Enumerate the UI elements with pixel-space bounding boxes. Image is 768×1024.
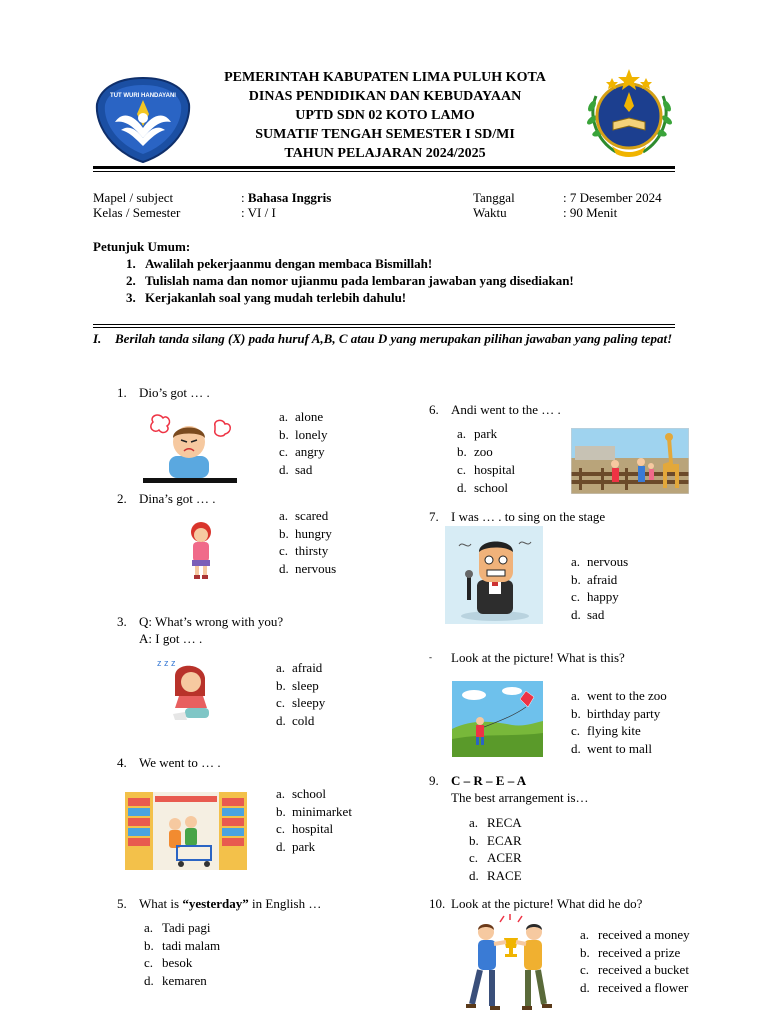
- option-letter: c.: [571, 589, 581, 604]
- option-text: angry: [295, 444, 325, 459]
- option[interactable]: [279, 560, 336, 578]
- option-letter: b.: [276, 677, 286, 693]
- option[interactable]: [279, 443, 328, 461]
- option-text: birthday party: [587, 705, 661, 721]
- header-line-5: TAHUN PELAJARAN 2024/2025: [284, 146, 486, 161]
- option-letter: b.: [279, 426, 289, 442]
- left-logo-text: TUT WURI HANDAYANI: [110, 93, 176, 99]
- option-text: Tadi pagi: [162, 920, 211, 935]
- option[interactable]: [276, 712, 325, 730]
- option-text: tadi malam: [162, 937, 221, 953]
- option[interactable]: [279, 408, 328, 426]
- option-text: minimarket: [292, 803, 352, 819]
- option-letter: b.: [571, 705, 581, 721]
- option-letter: a.: [571, 554, 581, 569]
- option-text: sleep: [292, 677, 319, 693]
- option-text: afraid: [587, 571, 618, 587]
- option-text: zoo: [474, 444, 493, 459]
- question-number: 6.: [429, 402, 439, 417]
- waktu-value: 90 Menit: [569, 205, 618, 220]
- option-letter: d.: [580, 979, 590, 995]
- option-letter: a.: [279, 409, 289, 424]
- option-letter: a.: [279, 508, 289, 523]
- receiving-prize-illustration: [462, 914, 558, 1014]
- header-line-4: SUMATIF TENGAH SEMESTER I SD/MI: [255, 127, 515, 142]
- option[interactable]: [580, 961, 690, 979]
- option-letter: d.: [276, 712, 286, 728]
- question-3-options: [276, 659, 325, 729]
- question-1-options: [279, 408, 328, 478]
- option-text: RACE: [487, 867, 522, 883]
- option-letter: a.: [571, 688, 581, 703]
- option[interactable]: [571, 705, 667, 723]
- question-9-options: [469, 814, 522, 884]
- question-4-options: [276, 785, 352, 855]
- question-4: [117, 754, 221, 771]
- option-letter: b.: [571, 571, 581, 587]
- option-letter: b.: [279, 525, 289, 541]
- option-letter: c.: [457, 462, 467, 477]
- option-text: received a flower: [598, 979, 689, 995]
- option[interactable]: [571, 687, 667, 705]
- question-number: 4.: [117, 755, 127, 770]
- option-text: received a prize: [598, 944, 681, 960]
- section-rule-bottom: [93, 327, 675, 328]
- option-text: scared: [295, 508, 329, 523]
- instruction-item: 3. Kerjakanlah soal yang mudah terlebih dahulu!: [139, 289, 574, 306]
- option[interactable]: [276, 677, 325, 695]
- waktu-label: Waktu: [473, 205, 507, 220]
- option[interactable]: [276, 659, 325, 677]
- instructions-list: [93, 255, 574, 306]
- option-text: sad: [587, 606, 605, 622]
- question-2: [117, 490, 216, 507]
- flying-kite-illustration: [452, 681, 543, 757]
- option-letter: a.: [276, 786, 286, 801]
- question-7: [429, 508, 605, 525]
- option[interactable]: [457, 461, 515, 479]
- option-text: received a money: [598, 927, 690, 942]
- option-letter: d.: [457, 480, 467, 495]
- option[interactable]: [571, 588, 628, 606]
- option-text: hospital: [474, 462, 516, 477]
- option-letter: a.: [276, 660, 286, 675]
- option-text: alone: [295, 409, 324, 424]
- tanggal-value: 7 Desember 2024: [569, 190, 662, 205]
- sep: :: [563, 190, 567, 205]
- option-letter: c.: [279, 543, 289, 558]
- option[interactable]: [279, 461, 328, 479]
- option[interactable]: [276, 803, 352, 821]
- header-rule-thin: [93, 171, 675, 172]
- question-number: 2.: [117, 491, 127, 506]
- option-letter: b.: [469, 832, 479, 848]
- option-letter: c.: [276, 821, 286, 836]
- option-text: nervous: [295, 560, 337, 576]
- option-letter: d.: [571, 740, 581, 756]
- mapel-value-row: [241, 190, 331, 205]
- sep: :: [563, 205, 567, 220]
- option[interactable]: [469, 849, 522, 867]
- mapel-value: Bahasa Inggris: [247, 190, 332, 205]
- question-number: 9.: [429, 773, 439, 788]
- option-text: sad: [295, 461, 313, 477]
- sep: :: [241, 205, 245, 220]
- option-text: went to the zoo: [587, 688, 667, 703]
- tanggal-label: Tanggal: [473, 190, 515, 205]
- question-1: [117, 384, 210, 401]
- option-letter: a.: [144, 920, 154, 935]
- waktu-value-row: [563, 205, 617, 220]
- question-8: [429, 649, 625, 666]
- option-letter: c.: [144, 955, 154, 970]
- option-letter: a.: [469, 815, 479, 830]
- section-number: I.: [93, 331, 102, 346]
- question-number: -: [429, 652, 432, 662]
- option[interactable]: [571, 722, 667, 740]
- question-text-2: The best arrangement is…: [451, 790, 589, 805]
- kelas-value-row: [241, 205, 276, 220]
- question-5-options: [144, 919, 220, 989]
- question-text: Dio’s got … .: [139, 385, 210, 400]
- mapel-label: Mapel / subject: [93, 190, 174, 205]
- zoo-illustration: [571, 428, 689, 494]
- instruction-item: 1. Awalilah pekerjaanmu dengan membaca Bismillah!: [139, 255, 574, 272]
- option[interactable]: [580, 926, 690, 944]
- option-letter: c.: [469, 850, 479, 865]
- section-text: Berilah tanda silang (X) pada huruf A,B, C atau D yang merupakan pilihan jawaban yang paling tepat!: [115, 331, 673, 346]
- header-line-2: DINAS PENDIDIKAN DAN KEBUDAYAAN: [248, 89, 522, 104]
- option-letter: c.: [279, 444, 289, 459]
- question-6-options: [457, 425, 515, 497]
- option-letter: b.: [276, 803, 286, 819]
- option-text: besok: [162, 955, 193, 970]
- option[interactable]: [276, 820, 352, 838]
- option[interactable]: [580, 979, 690, 997]
- question-text: Andi went to the … .: [451, 402, 561, 417]
- question-5: [117, 895, 321, 912]
- question-3: [117, 613, 283, 647]
- general-instructions: [93, 238, 574, 306]
- question-text: Look at the picture! What did he do?: [451, 896, 643, 911]
- option-text: school: [474, 480, 508, 495]
- angry-boy-illustration: [143, 412, 237, 484]
- option-text: lonely: [295, 426, 328, 442]
- option[interactable]: [457, 443, 515, 461]
- tanggal-value-row: [563, 190, 662, 205]
- option-text: hungry: [295, 525, 332, 541]
- option[interactable]: [457, 425, 515, 443]
- option-letter: a.: [580, 927, 590, 942]
- question-number: 10.: [429, 896, 446, 911]
- option-text: park: [474, 426, 498, 441]
- option-text: happy: [587, 589, 619, 604]
- question-text: We went to … .: [139, 755, 221, 770]
- option-text: received a bucket: [598, 962, 689, 977]
- option-text: ECAR: [487, 832, 522, 848]
- option[interactable]: [276, 694, 325, 712]
- option-letter: d.: [276, 838, 286, 854]
- question-8-options: [571, 687, 667, 757]
- option-text: flying kite: [587, 723, 641, 738]
- instructions-title: Petunjuk Umum:: [93, 239, 191, 254]
- question-2-options: [279, 507, 336, 577]
- option-text: sleepy: [292, 695, 326, 710]
- option-text: afraid: [292, 660, 323, 675]
- tut-wuri-handayani-logo: [95, 76, 191, 164]
- question-9: [429, 772, 589, 806]
- option[interactable]: [571, 553, 628, 571]
- option[interactable]: [469, 814, 522, 832]
- option-text: hospital: [292, 821, 334, 836]
- option-text: park: [292, 838, 316, 854]
- option[interactable]: [276, 838, 352, 856]
- option[interactable]: [469, 832, 522, 850]
- option-letter: b.: [144, 937, 154, 953]
- option-letter: d.: [279, 560, 289, 576]
- option-letter: d.: [144, 972, 154, 988]
- option-letter: c.: [571, 723, 581, 738]
- nervous-singer-illustration: [445, 526, 543, 624]
- option-letter: d.: [279, 461, 289, 477]
- question-text-pre: What is: [139, 896, 183, 911]
- question-number: 7.: [429, 509, 439, 524]
- question-text: Q: What’s wrong with you?: [139, 614, 284, 629]
- minimarket-illustration: [125, 792, 247, 870]
- scared-girl-illustration: [184, 520, 218, 580]
- section-rule-top: [93, 324, 675, 325]
- option-letter: c.: [276, 695, 286, 710]
- question-text: Look at the picture! What is this?: [451, 650, 625, 665]
- option[interactable]: [279, 507, 336, 525]
- option[interactable]: [276, 785, 352, 803]
- option[interactable]: [571, 740, 667, 758]
- question-6: [429, 401, 561, 418]
- sleepy-woman-illustration: [155, 656, 225, 722]
- option[interactable]: [144, 919, 220, 937]
- option[interactable]: [571, 606, 628, 624]
- option-text: thirsty: [295, 543, 329, 558]
- option-text: cold: [292, 712, 315, 728]
- option[interactable]: [144, 954, 220, 972]
- question-7-options: [571, 553, 628, 623]
- option[interactable]: [457, 479, 515, 497]
- option-text: school: [292, 786, 326, 801]
- kelas-value: VI / I: [247, 205, 276, 220]
- option-letter: b.: [580, 944, 590, 960]
- header-rule-thick: [93, 166, 675, 169]
- option-letter: b.: [457, 444, 467, 459]
- kelas-label: Kelas / Semester: [93, 205, 181, 220]
- option-text: ACER: [487, 850, 522, 865]
- question-text: Dina’s got … .: [139, 491, 216, 506]
- question-10-options: [580, 926, 690, 996]
- option[interactable]: [469, 867, 522, 885]
- question-text: I was … . to sing on the stage: [451, 509, 606, 524]
- option[interactable]: [144, 937, 220, 955]
- question-text-post: in English …: [248, 896, 322, 911]
- option[interactable]: [144, 972, 220, 990]
- question-number: 1.: [117, 385, 127, 400]
- option-text: kemaren: [162, 972, 207, 988]
- option[interactable]: [279, 525, 336, 543]
- question-number: 5.: [117, 896, 127, 911]
- option-letter: c.: [580, 962, 590, 977]
- section-1-instruction: [93, 330, 675, 348]
- option-text: nervous: [587, 554, 629, 569]
- school-emblem-logo: [582, 66, 677, 161]
- question-text-bold: “yesterday”: [182, 896, 249, 911]
- option-letter: a.: [457, 426, 467, 441]
- option-text: RECA: [487, 815, 522, 830]
- header-line-1: PEMERINTAH KABUPATEN LIMA PULUH KOTA: [224, 70, 546, 85]
- option[interactable]: [580, 944, 690, 962]
- instruction-item: 2. Tulislah nama dan nomor ujianmu pada lembaran jawaban yang disediakan!: [139, 272, 574, 289]
- header-line-3: UPTD SDN 02 KOTO LAMO: [295, 108, 475, 123]
- question-text: C – R – E – A: [451, 773, 527, 788]
- question-10: [429, 895, 642, 912]
- option[interactable]: [571, 571, 628, 589]
- svg-text:z z z: z z z: [157, 658, 176, 668]
- question-number: 3.: [117, 614, 127, 629]
- question-text-2: A: I got … .: [139, 631, 203, 646]
- option[interactable]: [279, 542, 336, 560]
- sep: :: [241, 190, 245, 205]
- option-letter: d.: [469, 867, 479, 883]
- option-text: went to mall: [587, 740, 652, 756]
- option[interactable]: [279, 426, 328, 444]
- option-letter: d.: [571, 606, 581, 622]
